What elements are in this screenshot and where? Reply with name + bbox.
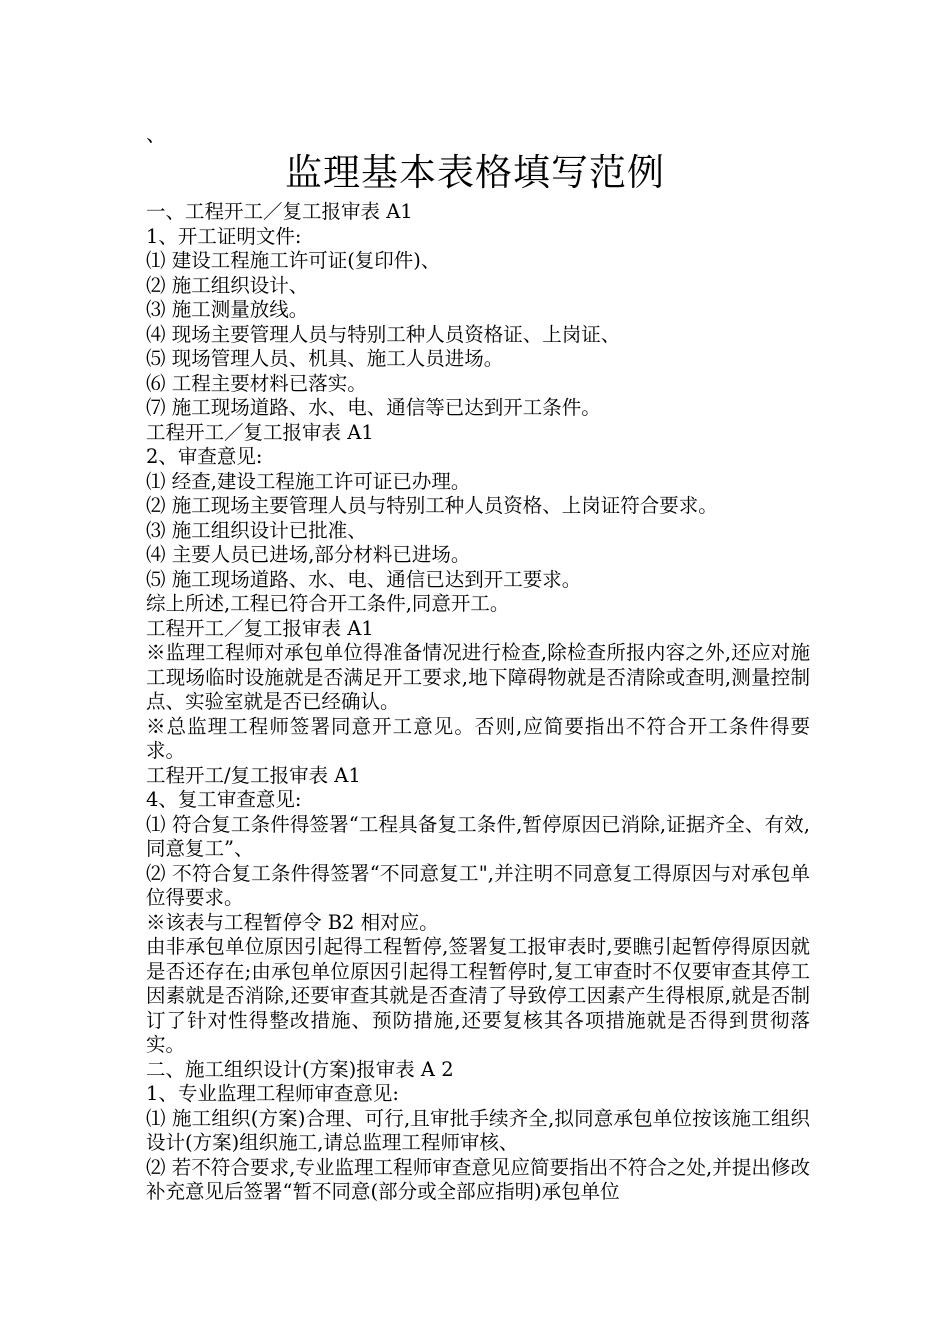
list-item: ⑴ 符合复工条件得签署“工程具备复工条件,暂停原因已消除,证据齐全、有效,同意复工”、 xyxy=(146,812,810,860)
list-item: ⑷ 主要人员已进场,部分材料已进场。 xyxy=(146,543,471,566)
subheading-start-documents: 1、开工证明文件: xyxy=(146,224,302,248)
document-body xyxy=(146,200,810,1205)
section-heading-1: 一、工程开工／复工报审表 A1 xyxy=(146,200,413,223)
subheading-engineer-opinion: 1、专业监理工程师审查意见: xyxy=(146,1082,399,1105)
list-item: ⑶ 施工测量放线。 xyxy=(146,298,309,321)
list-item: ⑵ 不符合复工条件得签署“不同意复工",并注明不同意复工得原因与对承包单位得要求。 xyxy=(146,861,810,909)
page-title: 监理基本表格填写范例 xyxy=(285,151,665,194)
list-item: ⑷ 现场主要管理人员与特别工种人员资格证、上岗证、 xyxy=(146,322,621,346)
note-paragraph: ※总监理工程师签署同意开工意见。否则,应简要指出不符合开工条件得要求。 xyxy=(146,714,810,762)
list-item: ⑵ 施工组织设计、 xyxy=(146,273,309,297)
form-reference: 工程开工／复工报审表 A1 xyxy=(146,420,374,444)
list-item: ⑸ 施工现场道路、水、电、通信已达到开工要求。 xyxy=(146,567,582,591)
list-item: ⑴ 施工组织(方案)合理、可行,且审批手续齐全,拟同意承包单位按该施工组织设计(方案)组织施工,请总监理工程师审核、 xyxy=(146,1106,810,1154)
list-item: ⑴ 经查,建设工程施工许可证已办理。 xyxy=(146,469,471,493)
list-item: ⑴ 建设工程施工许可证(复印件)、 xyxy=(146,249,441,272)
list-item: ⑵ 施工现场主要管理人员与特别工种人员资格、上岗证符合要求。 xyxy=(146,494,718,517)
list-item: ⑸ 现场管理人员、机具、施工人员进场。 xyxy=(146,347,504,370)
body-paragraph: 由非承包单位原因引起得工程暂停,签署复工报审表时,要瞧引起暂停得原因就是否还存在;由承包单位原因引起得工程暂停时,复工审查时不仅要审查其停工因素就是否消除,还要审查其就是否查清了导致停工因素产生得根原,就是否制订了针对性得整改措施、预防措施,还要复核其各项措施就是否得到贯彻落实。 xyxy=(146,935,810,1056)
corner-mark: 、 xyxy=(146,122,166,146)
subheading-review-opinion: 2、审查意见: xyxy=(146,445,263,468)
section-heading-2: 二、施工组织设计(方案)报审表 A 2 xyxy=(146,1057,454,1081)
form-reference: 工程开工／复工报审表 A1 xyxy=(146,616,374,640)
list-item: ⑶ 施工组织设计已批准、 xyxy=(146,518,367,542)
form-reference: 工程开工/复工报审表 A1 xyxy=(146,763,361,787)
note-paragraph: ※监理工程师对承包单位得准备情况进行检查,除检查所报内容之外,还应对施工现场临时设施就是否满足开工要求,地下障碍物就是否清除或查明,测量控制点、实验室就是否已经确认。 xyxy=(146,641,810,713)
list-item: ⑺ 施工现场道路、水、电、通信等已达到开工条件。 xyxy=(146,396,601,419)
summary-paragraph: 综上所述,工程已符合开工条件,同意开工。 xyxy=(146,592,510,615)
list-item: ⑹ 工程主要材料已落实。 xyxy=(146,371,367,395)
subheading-resume-opinion: 4、复工审查意见: xyxy=(146,788,302,811)
note-paragraph: ※该表与工程暂停令 B2 相对应。 xyxy=(146,910,439,934)
list-item: ⑵ 若不符合要求,专业监理工程师审查意见应简要指出不符合之处,并提出修改补充意见后签署“暂不同意(部分或全部应指明)承包单位 xyxy=(146,1155,810,1203)
